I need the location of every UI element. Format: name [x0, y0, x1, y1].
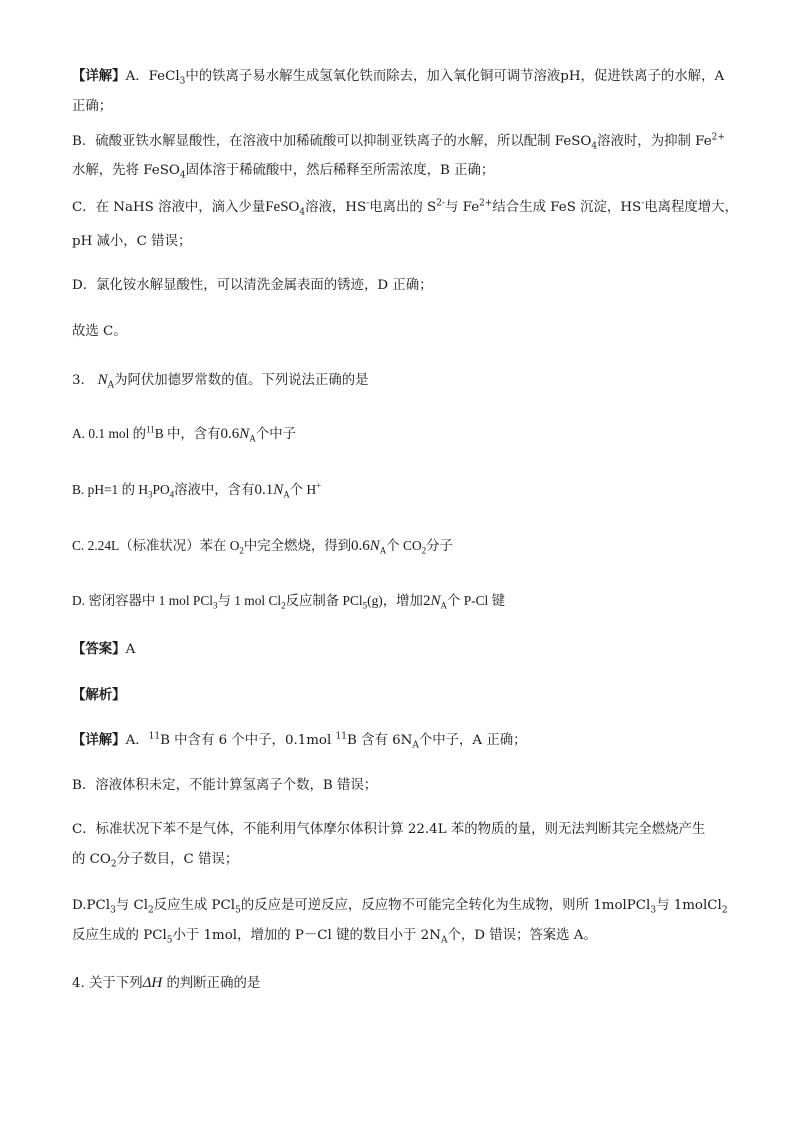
question-3-option-a: A. 0.1 mol 的$^{11}$B 中，含有$0.6N_A$个中子: [72, 424, 296, 444]
question-3-option-c: C. 2.24L（标准状况）苯在 $O_2$中完全燃烧，得到$0.6N_A$个 $CO_2$分子: [72, 538, 453, 556]
detail-tag: 【详解】: [72, 69, 126, 84]
explanation-line-d: D．氯化铵水解显酸性，可以清洗金属表面的锈迹，D 正确；: [72, 278, 433, 293]
detail-line-d-cont: 反应生成的 PCl$_5$小于 1mol，增加的 P－Cl 键的数目小于 $2N_A$个，D 错误；答案选 A。: [72, 928, 597, 946]
detail-line-b: B．溶液体积未定，不能计算氢离子个数，B 错误；: [72, 778, 378, 793]
detail-tag-2: 【详解】: [72, 733, 126, 748]
conclusion-line: 故选 C。: [72, 324, 127, 339]
explanation-line-b-cont: 水解，先将 FeSO$_4$固体溶于稀硫酸中，然后稀释至所需浓度，B 正确；: [72, 163, 495, 181]
detail-line-a: 【详解】A．$^{11}$B 中含有 6 个中子，0.1mol $^{11}$B 含有 $6N_A$个中子，A 正确；: [72, 731, 527, 751]
analysis-tag: 【解析】: [72, 688, 126, 703]
explanation-line-a: 【详解】A．FeCl$_3$中的铁离子易水解生成氢氧化铁而除去，加入氧化铜可调节溶液pH，促进铁离子的水解，A: [72, 69, 725, 87]
detail-line-c-cont: 的 $CO_2$分子数目，C 错误；: [72, 852, 239, 870]
question-3-option-b: B. pH=1 的 $H_3PO_4$溶液中，含有$0.1N_A$个 H+: [72, 480, 322, 500]
question-4-stem: 4. 关于下列ΔH 的判断正确的是: [72, 975, 261, 991]
detail-line-c: C．标准状况下苯不是气体，不能利用气体摩尔体积计算 22.4L 苯的物质的量，则无法判断其完全燃烧产生: [72, 822, 706, 837]
explanation-line-c: C．在 NaHS 溶液中，滴入少量FeSO$_4$溶液，HS-电离出的 $S^{2-}$与 $Fe^{2+}$结合生成 FeS 沉淀，HS-电离程度增大，: [72, 198, 738, 218]
explanation-line-b: B．硫酸亚铁水解显酸性，在溶液中加稀硫酸可以抑制亚铁离子的水解，所以配制 FeSO$_4$溶液时，为抑制 $Fe^{2+}$: [72, 132, 725, 152]
explanation-line-c-cont: pH 减小，C 错误；: [72, 234, 192, 249]
answer-line: 【答案】A: [72, 642, 136, 657]
question-3-option-d: D. 密闭容器中 1 mol PCl$_3$与 1 mol $Cl_2$反应制备 PCl$_5$(g)，增加$2N_A$个 P-Cl 键: [72, 593, 505, 611]
answer-tag: 【答案】: [72, 642, 126, 657]
analysis-heading: [72, 687, 126, 705]
explanation-line-a-cont: 正确；: [72, 99, 113, 114]
detail-line-d: D.PCl$_3$与 $Cl_2$反应生成 PCl$_5$的反应是可逆反应，反应物不可能完全转化为生成物，则所 1molPCl$_3$与 1molCl$_2$: [72, 898, 728, 916]
question-3-stem: 3. $N_A$为阿伏加德罗常数的值。下列说法正确的是: [72, 372, 369, 391]
